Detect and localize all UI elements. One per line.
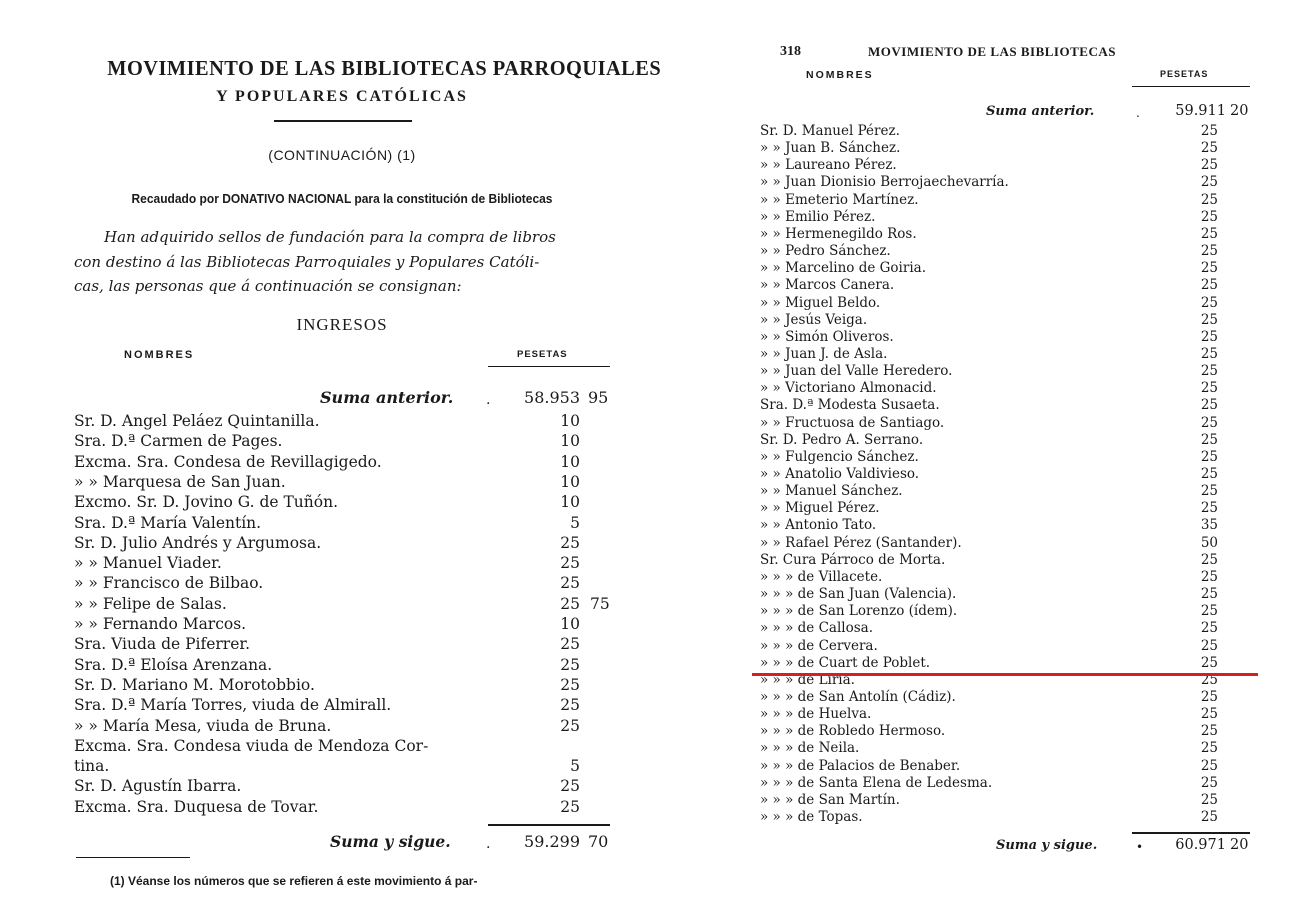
donation-amount: 35 <box>1200 517 1218 534</box>
donor-name: » » Emilio Pérez. <box>760 208 876 225</box>
donation-amount: 10 <box>560 432 580 451</box>
list-item <box>0 453 672 473</box>
donation-cents: 75 <box>590 594 610 613</box>
donor-name: » » Fernando Marcos. <box>74 615 247 633</box>
list-item <box>740 723 1312 740</box>
donation-amount: 25 <box>1200 483 1218 500</box>
donation-amount: 25 <box>560 635 580 654</box>
donor-name: Sr. D. Julio Andrés y Argumosa. <box>74 533 322 552</box>
list-item <box>740 192 1312 209</box>
list-item <box>740 620 1312 637</box>
list-item <box>740 758 1312 775</box>
donor-name: » » Marcelino de Goiria. <box>760 260 926 277</box>
list-item <box>0 615 672 635</box>
donation-amount: 25 <box>1200 243 1218 260</box>
list-item <box>740 552 1312 569</box>
donation-amount: 25 <box>560 696 580 715</box>
list-item <box>740 226 1312 243</box>
list-item <box>740 775 1312 792</box>
donor-name: Sr. D. Angel Peláez Quintanilla. <box>74 412 320 430</box>
donation-amount: 25 <box>1200 688 1218 705</box>
list-item <box>740 586 1312 603</box>
list-item <box>740 243 1312 260</box>
list-item <box>740 638 1312 655</box>
donor-name: » » Emeterio Martínez. <box>760 191 919 208</box>
donation-amount: 25 <box>1200 774 1218 791</box>
donor-name: Sra. D.ª María Valentín. <box>74 513 262 532</box>
previous-sum-label: Suma anterior. <box>320 388 454 407</box>
continuation-label: (CONTINUACIÓN) (1) <box>268 147 416 163</box>
donor-name: Sr. D. Agustín Ibarra. <box>74 777 242 796</box>
total-cents: 20 <box>1230 837 1249 853</box>
donor-name: » » » de Robledo Hermoso. <box>760 723 946 740</box>
list-item <box>740 123 1312 140</box>
donation-amount: 25 <box>1200 809 1218 825</box>
donor-name: » » » de Cervera. <box>760 637 878 654</box>
donation-amount: 25 <box>1200 294 1218 311</box>
total-amount: 60.971 <box>1175 837 1226 853</box>
donor-name: » » Juan J. de Asla. <box>760 345 888 362</box>
list-item <box>0 493 672 513</box>
donation-amount: 25 <box>1200 328 1218 345</box>
donation-amount: 25 <box>1200 277 1218 294</box>
list-item <box>740 397 1312 414</box>
donation-amount: 25 <box>1200 140 1218 157</box>
list-item <box>740 569 1312 586</box>
right-page <box>740 0 1312 912</box>
donation-amount: 5 <box>570 513 580 532</box>
leader-dot: . <box>486 836 491 852</box>
donation-amount: 25 <box>560 716 580 735</box>
donation-amount: 25 <box>1200 637 1218 654</box>
donation-amount: 25 <box>1200 586 1218 603</box>
list-item <box>740 174 1312 191</box>
list-item <box>740 792 1312 809</box>
donor-name: Excmo. Sr. D. Jovino G. de Tuñón. <box>74 493 339 512</box>
list-item <box>740 535 1312 552</box>
list-item <box>740 209 1312 226</box>
donor-name: Sr. D. Pedro A. Serrano. <box>760 431 924 448</box>
donor-name: » » » de Huelva. <box>760 706 872 723</box>
list-item <box>740 346 1312 363</box>
donation-amount: 25 <box>560 574 580 593</box>
list-item <box>0 514 672 534</box>
donation-amount: 10 <box>560 615 580 633</box>
donor-name: » » » de Liria. <box>760 671 855 688</box>
donor-name: » » Juan B. Sánchez. <box>760 140 901 157</box>
donor-name: » » Fulgencio Sánchez. <box>760 448 919 465</box>
list-item <box>0 696 672 716</box>
intro-line: cas, las personas que á continuación se consignan: <box>74 277 462 295</box>
running-head: MOVIMIENTO DE LAS BIBLIOTECAS <box>868 44 1116 59</box>
donor-name: » » Hermenegildo Ros. <box>760 225 917 242</box>
list-item <box>0 473 672 493</box>
donation-amount: 25 <box>1200 706 1218 723</box>
donation-amount: 25 <box>1200 397 1218 414</box>
donor-name: » » Simón Oliveros. <box>760 328 894 345</box>
donor-name: » » » de San Martín. <box>760 791 900 808</box>
donation-amount: 25 <box>560 797 580 816</box>
total-rule <box>488 824 610 826</box>
donation-amount: 25 <box>560 675 580 694</box>
donor-name: » » Manuel Sánchez. <box>760 483 903 500</box>
list-item <box>740 500 1312 517</box>
donor-name: Excma. Sra. Duquesa de Tovar. <box>74 797 319 816</box>
donation-amount: 25 <box>1200 448 1218 465</box>
donor-name: » » Antonio Tato. <box>760 517 877 534</box>
donor-name: » » Fructuosa de Santiago. <box>760 414 945 431</box>
donation-amount: 25 <box>1200 208 1218 225</box>
column-header-pesetas: PESETAS <box>517 349 568 360</box>
list-item <box>740 449 1312 466</box>
donation-amount: 25 <box>1200 225 1218 242</box>
footnote-rule <box>76 857 190 858</box>
donor-name: » » Francisco de Bilbao. <box>74 574 264 593</box>
donation-amount: 25 <box>1200 311 1218 328</box>
list-item <box>0 777 672 797</box>
title-rule <box>274 120 412 122</box>
donor-name: Sr. D. Manuel Pérez. <box>760 123 900 139</box>
list-item <box>740 363 1312 380</box>
list-item <box>0 717 672 737</box>
total-cents: 70 <box>588 832 609 851</box>
donor-name: » » » de Palacios de Benaber. <box>760 757 961 774</box>
donation-amount: 25 <box>560 655 580 674</box>
previous-sum-label: Suma anterior. <box>986 104 1095 119</box>
total-label: Suma y sigue. <box>996 838 1098 853</box>
donation-amount: 10 <box>560 412 580 430</box>
list-item <box>0 656 672 676</box>
donation-amount: 25 <box>1200 260 1218 277</box>
list-item <box>0 798 672 818</box>
previous-sum-cents: 20 <box>1230 103 1249 119</box>
donation-amount: 50 <box>1200 534 1218 551</box>
list-item <box>740 689 1312 706</box>
list-item <box>740 603 1312 620</box>
donor-name: » » Manuel Viader. <box>74 554 222 573</box>
list-item <box>740 706 1312 723</box>
donation-amount: 25 <box>1200 414 1218 431</box>
leader-dot: . <box>1136 106 1140 120</box>
donor-name: » » Pedro Sánchez. <box>760 243 891 260</box>
donor-name: » » Miguel Beldo. <box>760 294 881 311</box>
donor-name: Excma. Sra. Condesa viuda de Mendoza Cor- <box>74 736 429 755</box>
donation-amount: 25 <box>1200 123 1218 139</box>
donor-name: » » María Mesa, viuda de Bruna. <box>74 716 332 735</box>
donor-name: » » » de San Antolín (Cádiz). <box>760 688 956 705</box>
donor-name: Sr. D. Mariano M. Morotobbio. <box>74 675 315 694</box>
list-item <box>740 466 1312 483</box>
page-title: MOVIMIENTO DE LAS BIBLIOTECAS PARROQUIALES <box>107 56 662 80</box>
list-item <box>0 757 672 777</box>
donation-amount: 25 <box>1200 380 1218 397</box>
list-item <box>740 157 1312 174</box>
list-item <box>740 277 1312 294</box>
donor-name: » » » de Santa Elena de Ledesma. <box>760 774 993 791</box>
donor-name: » » Juan Dionisio Berrojaechevarría. <box>760 174 1009 191</box>
donation-amount: 25 <box>1200 620 1218 637</box>
donor-name: » » » de Villacete. <box>760 568 883 585</box>
page-number: 318 <box>780 44 801 59</box>
donation-amount: 25 <box>1200 551 1218 568</box>
list-item <box>740 517 1312 534</box>
list-item <box>740 432 1312 449</box>
donation-amount: 25 <box>1200 191 1218 208</box>
donor-name: Sra. D.ª Carmen de Pages. <box>74 432 283 451</box>
red-annotation-line <box>752 673 1258 676</box>
total-rule <box>1132 832 1250 834</box>
donation-amount: 25 <box>560 533 580 552</box>
intro-line: con destino á las Bibliotecas Parroquiales y Populares Católi- <box>74 253 540 271</box>
donation-amount: 25 <box>1200 466 1218 482</box>
donor-name: » » Rafael Pérez (Santander). <box>760 534 962 551</box>
list-item <box>740 740 1312 757</box>
collected-by-heading: Recaudado por DONATIVO NACIONAL para la constitución de Bibliotecas <box>131 192 553 206</box>
donation-amount: 25 <box>1200 740 1218 757</box>
list-item <box>0 737 672 757</box>
page-subtitle: Y POPULARES CATÓLICAS <box>216 88 468 105</box>
donation-amount: 25 <box>1200 363 1218 380</box>
donor-name: » » » de Topas. <box>760 809 863 825</box>
donation-amount: 25 <box>1200 791 1218 808</box>
donor-name: Sra. D.ª Eloísa Arenzana. <box>74 655 273 674</box>
donor-name: » » Marcos Canera. <box>760 277 895 294</box>
donation-amount: 25 <box>1200 757 1218 774</box>
list-item <box>0 676 672 696</box>
donor-name: Sr. Cura Párroco de Morta. <box>760 551 946 568</box>
intro-line: Han adquirido sellos de fundación para la compra de libros <box>104 228 556 246</box>
donor-name: » » Juan del Valle Heredero. <box>760 363 953 380</box>
donation-amount: 25 <box>1200 500 1218 517</box>
leader-dot: • <box>1136 840 1144 854</box>
list-item <box>740 260 1312 277</box>
list-item <box>0 595 672 615</box>
donation-amount: 25 <box>1200 431 1218 448</box>
donor-name: tina. <box>74 757 110 776</box>
list-item <box>740 140 1312 157</box>
donation-amount: 25 <box>560 777 580 796</box>
donation-amount: 25 <box>560 554 580 573</box>
donor-name: Excma. Sra. Condesa de Revillagigedo. <box>74 452 382 471</box>
column-header-names: NOMBRES <box>124 349 195 361</box>
donor-name: » » Laureano Pérez. <box>760 157 897 174</box>
total-amount: 59.299 <box>524 832 580 851</box>
section-heading: INGRESOS <box>296 315 388 334</box>
donation-amount: 10 <box>560 452 580 471</box>
donor-name: » » » de Neila. <box>760 740 860 757</box>
column-header-pesetas: PESETAS <box>1160 69 1209 79</box>
column-rule <box>488 366 610 367</box>
list-item <box>0 635 672 655</box>
donation-amount: 25 <box>1200 603 1218 620</box>
list-item <box>0 554 672 574</box>
list-item <box>0 432 672 452</box>
donation-amount: 25 <box>1200 723 1218 740</box>
column-rule <box>1132 86 1250 87</box>
donation-amount: 25 <box>1200 157 1218 174</box>
footnote: (1) Véanse los números que se refieren á este movimiento á par- <box>110 874 478 888</box>
donor-name: » » » de San Juan (Valencia). <box>760 586 957 603</box>
donation-amount: 10 <box>560 472 580 491</box>
list-item <box>0 412 672 432</box>
list-item <box>740 312 1312 329</box>
donation-amount: 25 <box>560 594 580 613</box>
leader-dot: . <box>486 392 491 408</box>
list-item <box>0 574 672 594</box>
donor-name: » » » de Cuart de Poblet. <box>760 654 931 671</box>
donor-name: » » Marquesa de San Juan. <box>74 472 286 491</box>
total-label: Suma y sigue. <box>330 832 451 851</box>
previous-sum-amount: 59.911 <box>1175 103 1226 119</box>
list-item <box>740 295 1312 312</box>
donor-name: » » » de San Lorenzo (ídem). <box>760 603 958 620</box>
donation-amount: 10 <box>560 493 580 512</box>
previous-sum-amount: 58.953 <box>524 388 580 407</box>
donation-amount: 25 <box>1200 345 1218 362</box>
list-item <box>740 380 1312 397</box>
list-item <box>740 655 1312 672</box>
list-item <box>0 534 672 554</box>
donation-amount: 25 <box>1200 568 1218 585</box>
donor-name: Sra. Viuda de Piferrer. <box>74 635 251 654</box>
donor-name: » » Miguel Pérez. <box>760 500 880 517</box>
previous-sum-cents: 95 <box>588 388 609 407</box>
donor-name: » » Felipe de Salas. <box>74 594 227 613</box>
donation-amount: 25 <box>1200 654 1218 671</box>
donor-name: » » » de Callosa. <box>760 620 873 637</box>
donation-amount: 25 <box>1200 174 1218 191</box>
list-item <box>740 329 1312 346</box>
column-header-names: NOMBRES <box>806 69 874 81</box>
list-item <box>740 415 1312 432</box>
donor-name: Sra. D.ª María Torres, viuda de Almirall. <box>74 696 392 715</box>
donor-name: » » Anatolio Valdivieso. <box>760 466 920 482</box>
donor-name: » » Victoriano Almonacid. <box>760 380 937 397</box>
list-item <box>740 483 1312 500</box>
donor-name: Sra. D.ª Modesta Susaeta. <box>760 397 940 414</box>
donation-amount: 25 <box>1200 671 1218 688</box>
list-item <box>740 809 1312 826</box>
donation-amount: 5 <box>570 757 580 776</box>
donor-name: » » Jesús Veiga. <box>760 311 868 328</box>
